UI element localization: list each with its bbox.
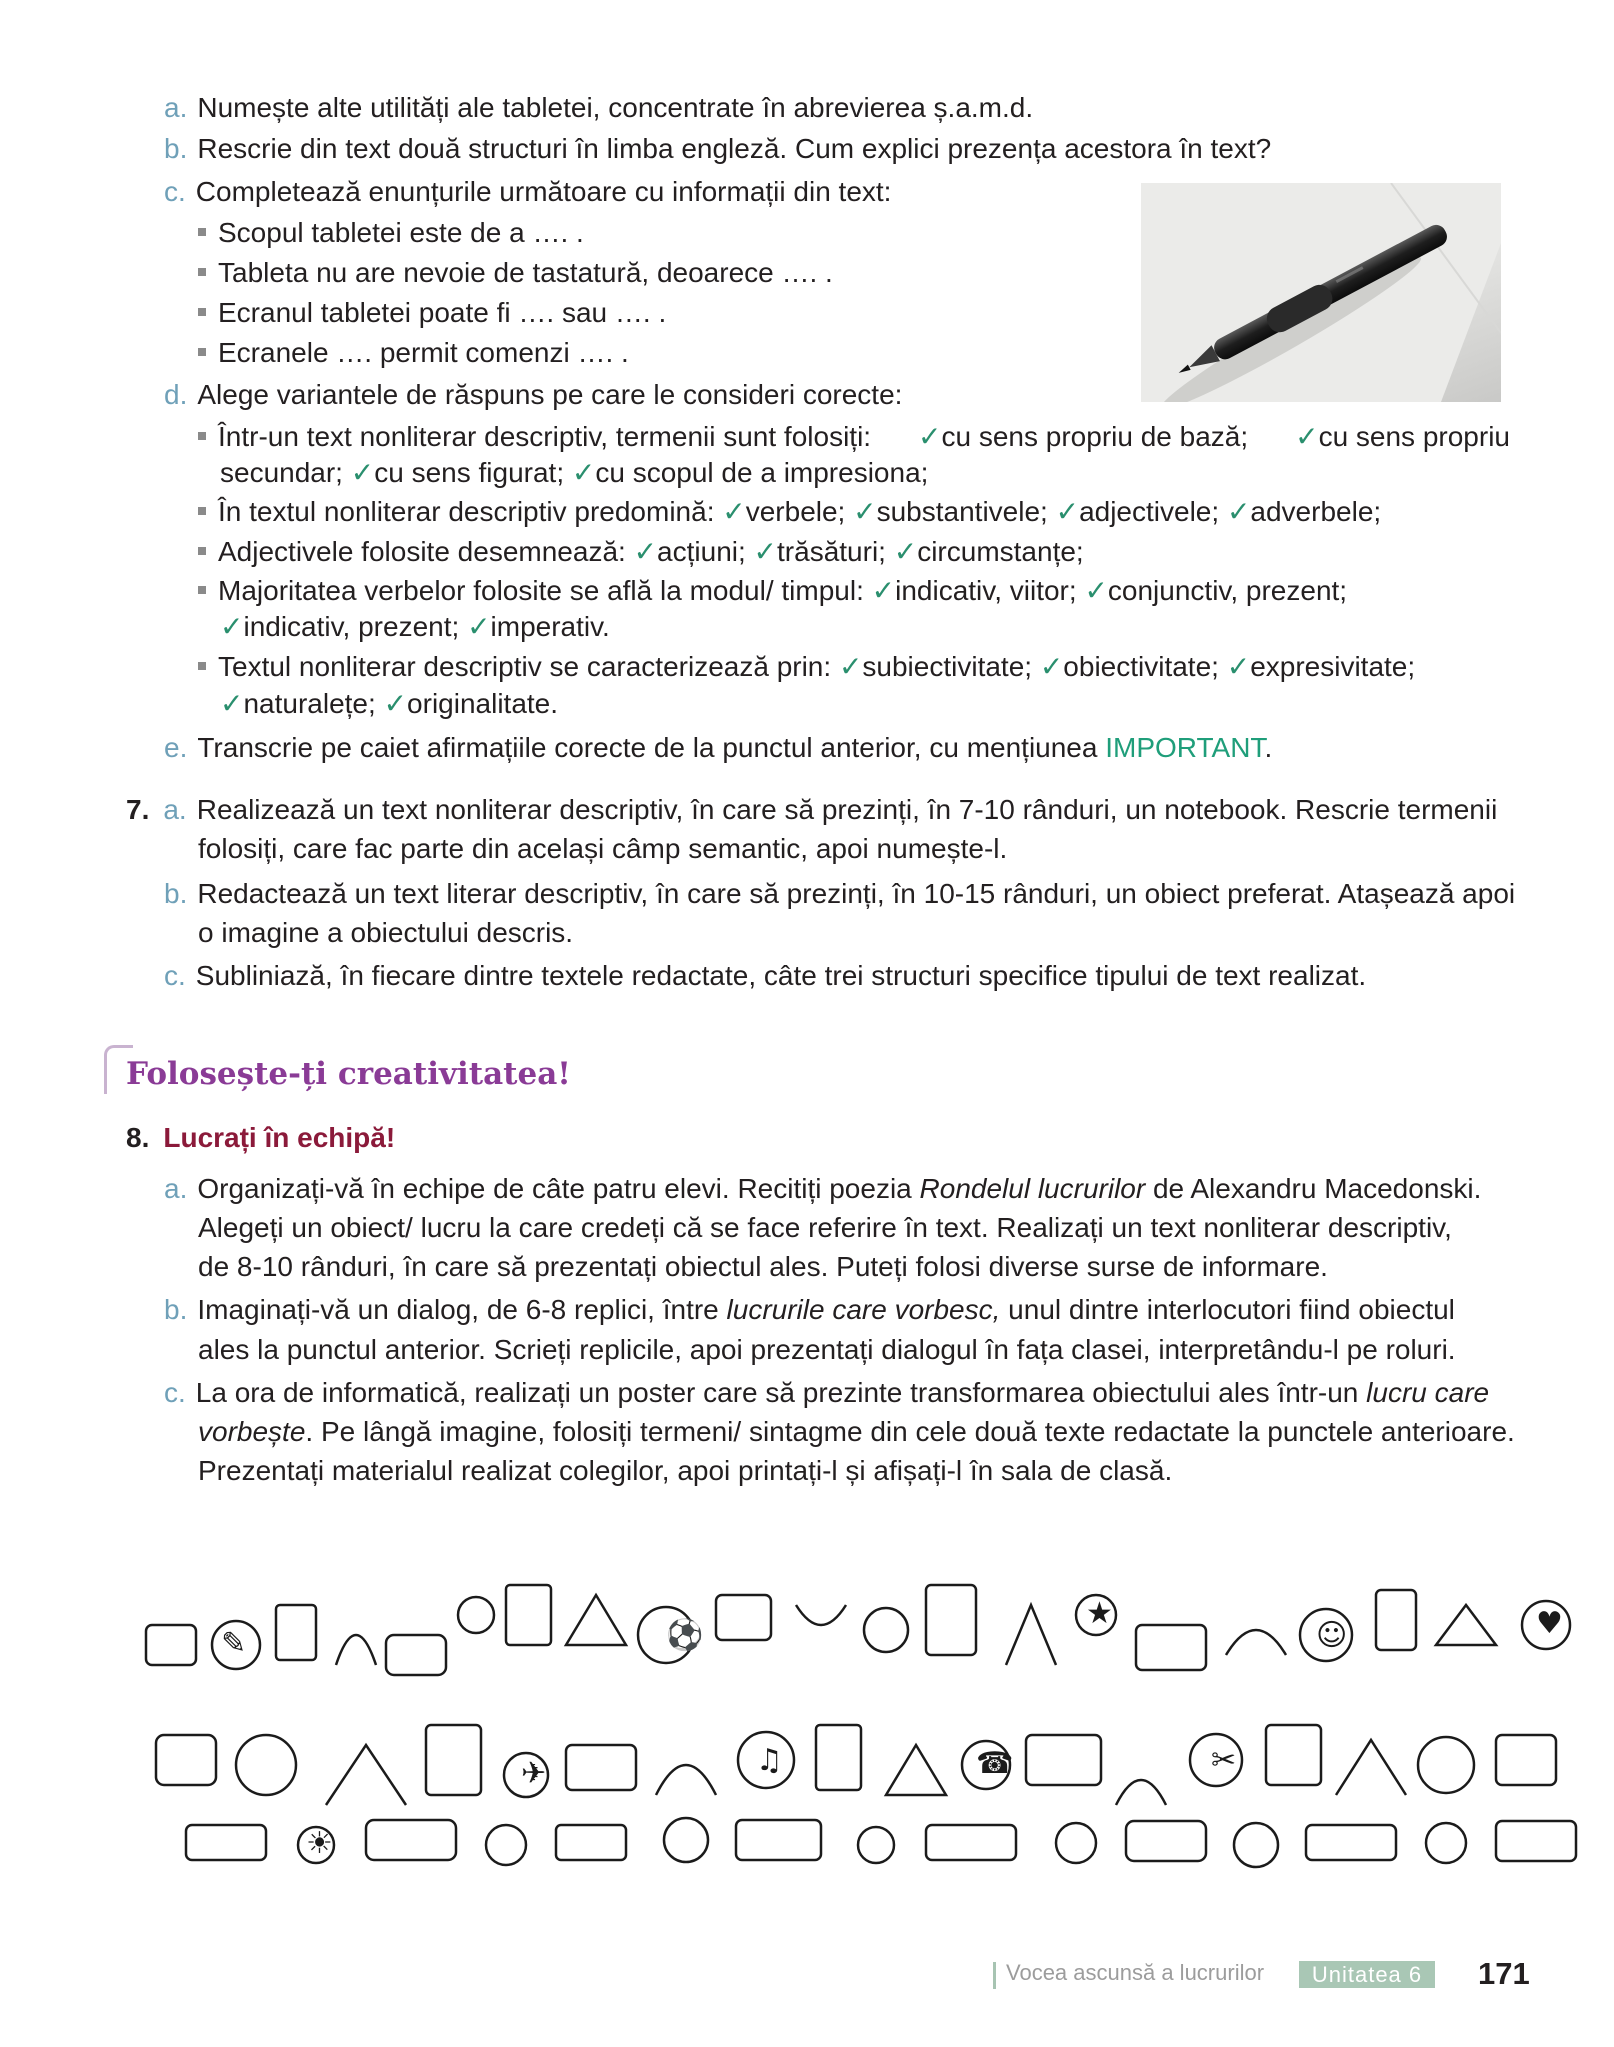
page-number: 171	[1478, 1956, 1530, 1991]
item-letter: c.	[164, 960, 186, 991]
choice-item-5-cont	[220, 684, 558, 724]
choice-prompt: Textul nonliterar descriptiv se caracterizează prin:	[218, 651, 832, 682]
option-text: originalitate.	[407, 688, 559, 719]
item-text: Rescrie din text două structuri în limba engleză. Cum explici prezența acestora în text?	[197, 133, 1272, 164]
check-icon: ✓	[853, 496, 877, 527]
stylus-pen-photo	[1141, 183, 1501, 402]
item-8a-cont: Alegeți un obiect/ lucru la care credeți că se face referire în text. Realizați un text nonliterar descriptiv,	[198, 1212, 1452, 1243]
item-text: Numește alte utilități ale tabletei, concentrate în abrevierea ș.a.m.d.	[197, 92, 1034, 123]
bullet-text: Tableta nu are nevoie de tastatură, deoarece …. .	[218, 257, 833, 288]
footer-divider	[993, 1962, 996, 1989]
option-text: expresivitate;	[1250, 651, 1416, 682]
choice-prompt: Adjectivele folosite desemnează:	[218, 536, 626, 567]
svg-text:♥: ♥	[1536, 1606, 1563, 1641]
item-text: Redactează un text literar descriptiv, în care să prezinți, în 10-15 rânduri, un obiect preferat. Atașează apoi	[197, 878, 1516, 909]
bullet-icon	[198, 308, 206, 316]
item-letter: b.	[164, 878, 188, 909]
item-text-end: .	[1264, 732, 1273, 763]
item-text: Imaginați-vă un dialog, de 6-8 replici, între	[197, 1294, 727, 1325]
option-text: verbele;	[745, 496, 846, 527]
check-icon: ✓	[893, 536, 918, 567]
choice-prompt: În textul nonliterar descriptiv predomină:	[218, 496, 715, 527]
bullet-icon	[198, 348, 206, 356]
option-text: naturalețe;	[243, 688, 376, 719]
check-icon: ✓	[633, 536, 658, 567]
svg-text:⚽: ⚽	[666, 1618, 704, 1653]
check-option[interactable]	[467, 611, 610, 642]
check-icon: ✓	[220, 611, 244, 642]
footer-unit-badge: Unitatea 6	[1299, 1961, 1435, 1988]
italic-phrase: lucrurile care vorbesc,	[726, 1294, 1001, 1325]
italic-phrase: vorbește	[198, 1416, 306, 1447]
item-text: La ora de informatică, realizați un poster care să prezinte transformarea obiectului ales într-un	[195, 1377, 1367, 1408]
choice-prompt: Majoritatea verbelor folosite se află la modul/ timpul:	[218, 575, 864, 606]
bullet-text: Scopul tabletei este de a …. .	[218, 217, 584, 248]
svg-text:☺: ☺	[1316, 1618, 1348, 1653]
check-icon: ✓	[1295, 421, 1319, 452]
check-icon: ✓	[467, 611, 491, 642]
item-text: . Pe lângă imagine, folosiți termeni/ sintagme din cele două texte redactate la punctele anterioare.	[305, 1416, 1515, 1447]
option-text: cu sens propriu	[1318, 421, 1510, 452]
check-option[interactable]	[1040, 651, 1219, 682]
footer-book-title: Vocea ascunsă a lucrurilor	[1006, 1960, 1265, 1985]
check-icon: ✓	[571, 457, 596, 488]
choice-item-1	[198, 417, 1510, 457]
check-option[interactable]	[1295, 417, 1510, 457]
item-text: Completează enunțurile următoare cu informații din text:	[195, 176, 892, 207]
item-letter: c.	[164, 1377, 186, 1408]
choice-item-3	[198, 532, 1084, 572]
check-icon: ✓	[1084, 575, 1108, 606]
item-letter: a.	[164, 92, 188, 123]
choice-item-2	[198, 492, 1381, 532]
check-icon: ✓	[838, 651, 863, 682]
item-8c	[164, 1373, 1489, 1413]
svg-text:☎: ☎	[976, 1746, 1014, 1781]
option-text: substantivele;	[876, 496, 1048, 527]
bullet-icon	[198, 547, 206, 555]
check-icon: ✓	[1039, 651, 1064, 682]
check-icon: ✓	[1226, 651, 1251, 682]
check-option[interactable]	[1084, 575, 1347, 606]
svg-text:★: ★	[1086, 1596, 1113, 1631]
check-icon: ✓	[350, 457, 375, 488]
check-icon: ✓	[753, 536, 778, 567]
svg-text:✈: ✈	[521, 1756, 547, 1791]
item-letter: b.	[164, 1294, 188, 1325]
item-8a-cont: de 8-10 rânduri, în care să prezentați obiectul ales. Puteți folosi diverse surse de informare.	[198, 1251, 1328, 1282]
svg-text:✂: ✂	[1211, 1743, 1237, 1778]
choice-item-5	[198, 647, 1415, 687]
poem-title: Rondelul lucrurilor	[919, 1173, 1146, 1204]
bullet-icon	[198, 268, 206, 276]
item-text: unul dintre interlocutori fiind obiectul	[1000, 1294, 1455, 1325]
school-objects-doodle-illustration	[126, 1545, 1600, 1875]
item-letter: b.	[164, 133, 188, 164]
section-title: Folosește-ți creativitatea!	[126, 1056, 571, 1092]
item-6e	[164, 728, 1272, 768]
item-text: Alege variantele de răspuns pe care le consideri corecte:	[197, 379, 903, 410]
check-option[interactable]	[1227, 496, 1381, 527]
check-icon: ✓	[220, 688, 244, 719]
bullet-text: Ecranele …. permit comenzi …. .	[218, 337, 629, 368]
svg-text:✎: ✎	[221, 1626, 247, 1661]
bullet-icon	[198, 228, 206, 236]
item-text: Organizați-vă în echipe de câte patru elevi. Recitiți poezia	[197, 1173, 920, 1204]
option-text: cu sens propriu de bază;	[941, 421, 1249, 452]
item-text: Realizează un text nonliterar descriptiv, în care să prezinți, în 7-10 rânduri, un notebook. Rescrie termenii	[196, 794, 1498, 825]
choice-prompt-wrap	[198, 417, 871, 457]
option-text: adverbele;	[1250, 496, 1382, 527]
bullet-item	[198, 213, 584, 253]
doodle-art	[126, 1545, 1600, 1875]
item-letter: a.	[164, 1173, 188, 1204]
item-8b-cont: ales la punctul anterior. Scrieți replicile, apoi prezentați dialogul în fața clasei, interpretându-l pe roluri.	[198, 1334, 1456, 1365]
choice-item-1-cont	[220, 453, 928, 493]
item-7a-cont: folosiți, care fac parte din același câmp semantic, apoi numește-l.	[198, 833, 1008, 864]
italic-phrase: lucru care	[1366, 1377, 1490, 1408]
check-icon: ✓	[722, 496, 746, 527]
exercise-number: 8.	[126, 1122, 150, 1153]
check-option[interactable]	[220, 611, 459, 642]
option-text: indicativ, prezent;	[243, 611, 460, 642]
bullet-item	[198, 293, 666, 333]
item-7b-cont: o imagine a obiectului descris.	[198, 917, 574, 948]
svg-text:♫: ♫	[756, 1743, 783, 1778]
check-option[interactable]	[351, 457, 564, 488]
check-icon: ✓	[1055, 496, 1080, 527]
item-letter: e.	[164, 732, 188, 763]
item-8c-cont	[198, 1412, 1515, 1452]
item-8a	[164, 1169, 1481, 1209]
bullet-icon	[198, 507, 206, 515]
option-text: obiectivitate;	[1063, 651, 1219, 682]
option-text: conjunctiv, prezent;	[1107, 575, 1348, 606]
check-option[interactable]	[894, 536, 1084, 567]
item-7c	[164, 956, 1366, 996]
item-6d	[164, 375, 902, 415]
check-option[interactable]	[754, 536, 886, 567]
item-8b	[164, 1290, 1455, 1330]
option-text: indicativ, viitor;	[895, 575, 1077, 606]
item-text: de Alexandru Macedonski.	[1145, 1173, 1482, 1204]
check-icon: ✓	[918, 421, 942, 452]
item-6a	[164, 88, 1033, 128]
option-text: cu sens figurat;	[374, 457, 565, 488]
option-text: trăsături;	[777, 536, 886, 567]
check-option[interactable]	[572, 457, 929, 488]
item-letter: d.	[164, 379, 188, 410]
check-option[interactable]	[918, 417, 1248, 457]
teamwork-heading: Lucrați în echipă!	[163, 1122, 396, 1153]
option-text: subiectivitate;	[862, 651, 1033, 682]
choice-item-4-cont	[220, 607, 610, 647]
item-letter: c.	[164, 176, 186, 207]
bullet-icon	[198, 432, 206, 440]
check-option[interactable]	[1056, 496, 1220, 527]
option-text: cu scopul de a impresiona;	[595, 457, 929, 488]
check-option[interactable]	[220, 688, 376, 719]
item-6b	[164, 129, 1271, 169]
option-text: adjectivele;	[1079, 496, 1220, 527]
item-7a	[126, 790, 1497, 830]
option-text: circumstanțe;	[917, 536, 1084, 567]
item-text: Subliniază, în fiecare dintre textele redactate, câte trei structuri specifice tipului de text realizat.	[195, 960, 1367, 991]
choice-item-4	[198, 571, 1347, 611]
bullet-item	[198, 333, 629, 373]
check-icon: ✓	[871, 575, 896, 606]
check-option[interactable]	[839, 651, 1032, 682]
check-option[interactable]	[1227, 651, 1415, 682]
choice-prompt: Într-un text nonliterar descriptiv, termenii sunt folosiți:	[218, 421, 872, 452]
exercise-8-heading	[126, 1118, 395, 1158]
bullet-icon	[198, 662, 206, 670]
option-text: acțiuni;	[657, 536, 746, 567]
item-text: Transcrie pe caiet afirmațiile corecte de la punctul anterior, cu mențiunea	[197, 732, 1106, 763]
check-icon: ✓	[383, 688, 408, 719]
bullet-text: Ecranul tabletei poate fi …. sau …. .	[218, 297, 667, 328]
check-option[interactable]	[872, 575, 1077, 606]
item-letter: a.	[163, 794, 187, 825]
item-8c-cont: Prezentați materialul realizat colegilor, apoi printați-l și afișați-l în sala de clasă.	[198, 1455, 1173, 1486]
check-option[interactable]	[722, 496, 845, 527]
exercise-number: 7.	[126, 794, 150, 825]
check-icon: ✓	[1226, 496, 1251, 527]
check-option[interactable]	[853, 496, 1048, 527]
option-text: secundar;	[220, 457, 343, 488]
svg-text:☀: ☀	[306, 1826, 333, 1861]
bullet-item	[198, 253, 833, 293]
check-option[interactable]	[634, 536, 746, 567]
item-6c	[164, 172, 891, 212]
option-text: imperativ.	[490, 611, 610, 642]
important-label: IMPORTANT	[1105, 732, 1265, 763]
bullet-icon	[198, 586, 206, 594]
check-option[interactable]	[384, 688, 558, 719]
item-7b	[164, 874, 1515, 914]
